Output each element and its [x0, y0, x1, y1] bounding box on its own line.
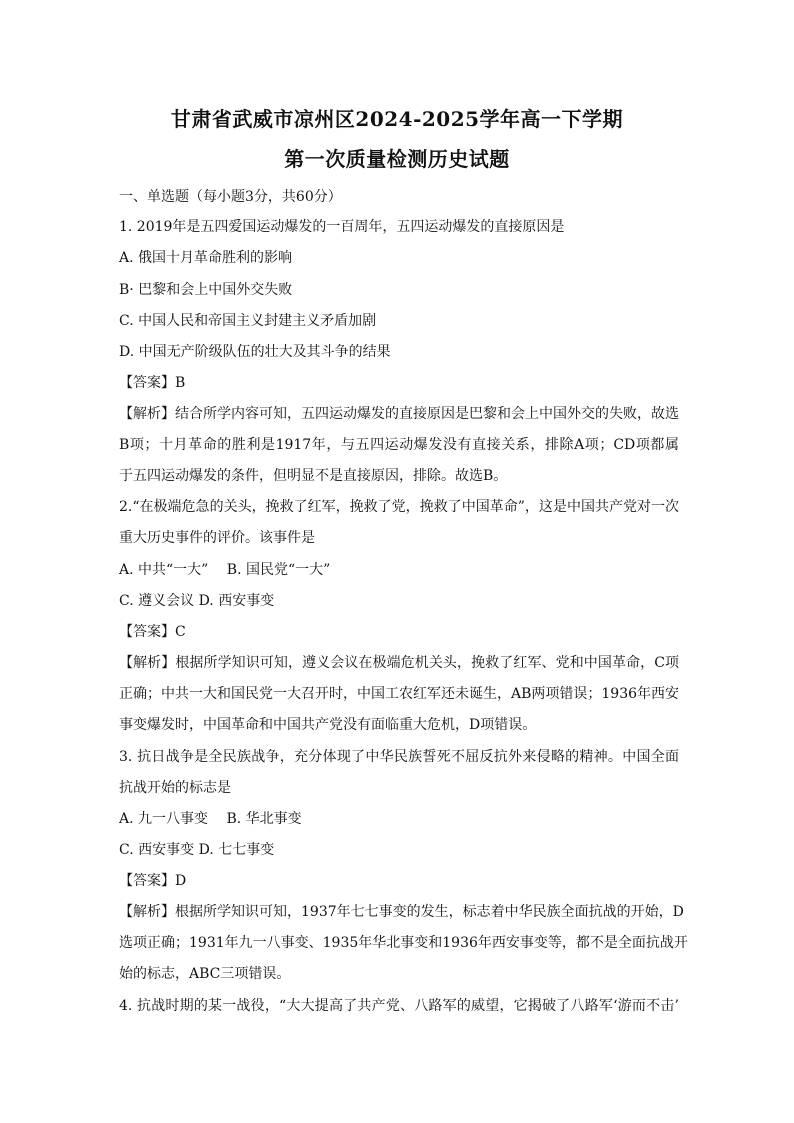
question-1-option-b: B· 巴黎和会上中国外交失败 [119, 282, 293, 298]
question-3-analysis-line: 始的标志，ABC三项错误。 [119, 966, 291, 982]
question-1-stem: 1. 2019年是五四爱国运动爆发的一百周年，五四运动爆发的直接原因是 [119, 219, 565, 235]
question-2-analysis-line: 事变爆发时，中国革命和中国共产党没有面临重大危机，D项错误。 [119, 717, 537, 733]
section-heading: 一、单选题（每小题3分，共60分） [119, 189, 342, 205]
question-3-analysis-line: 选项正确；1931年九一八事变、1935年华北事变和1936年西安事变等，都不是全面抗战开 [119, 935, 688, 951]
question-2-stem-line: 重大历史事件的评价。该事件是 [119, 530, 315, 546]
question-2-stem-line: 2.“在极端危急的关头，挽救了红军，挽救了党，挽救了中国革命”，这是中国共产党对一次 [119, 499, 679, 515]
question-1-answer: 【答案】B [119, 375, 186, 391]
question-2-options-ab: A. 中共“一大” B. 国民党“一大” [119, 562, 331, 578]
question-3-options-ab: A. 九一八事变 B. 华北事变 [119, 811, 302, 827]
question-3-analysis-line: 【解析】根据所学知识可知，1937年七七事变的发生，标志着中华民族全面抗战的开始，D [119, 904, 684, 920]
question-1-option-d: D. 中国无产阶级队伍的壮大及其斗争的结果 [119, 344, 391, 360]
question-2-analysis-line: 【解析】根据所学知识可知，遵义会议在极端危机关头，挽救了红军、党和中国革命，C项 [119, 655, 679, 671]
exam-title-line2: 第一次质量检测历史试题 [284, 147, 510, 171]
question-3-stem-line: 3. 抗日战争是全民族战争，充分体现了中华民族誓死不屈反抗外来侵略的精神。中国全面 [119, 749, 679, 765]
question-2-options-cd: C. 遵义会议 D. 西安事变 [119, 593, 275, 609]
question-3-stem-line: 抗战开始的标志是 [119, 780, 231, 796]
question-2-answer: 【答案】C [119, 624, 186, 640]
question-1-analysis-line: 【解析】结合所学内容可知，五四运动爆发的直接原因是巴黎和会上中国外交的失败，故选 [119, 406, 679, 422]
question-4-stem-line: 4. 抗战时期的某一战役，“大大提高了共产党、八路军的威望，它揭破了八路军‘游而不击’ [119, 998, 679, 1014]
question-2-analysis-line: 正确；中共一大和国民党一大召开时，中国工农红军还未诞生，AB两项错误；1936年西安 [119, 686, 680, 702]
question-1-analysis-line: B项；十月革命的胜利是1917年，与五四运动爆发没有直接关系，排除A项；CD项都属 [119, 437, 679, 453]
question-1-option-a: A. 俄国十月革命胜利的影响 [119, 250, 293, 266]
question-1-analysis-line: 于五四运动爆发的条件，但明显不是直接原因，排除。故选B。 [119, 468, 508, 484]
question-1-option-c: C. 中国人民和帝国主义封建主义矛盾加剧 [119, 313, 377, 329]
question-3-answer: 【答案】D [119, 873, 187, 889]
question-3-options-cd: C. 西安事变 D. 七七事变 [119, 842, 275, 858]
exam-title-line1: 甘肃省武威市凉州区2024-2025学年高一下学期 [170, 107, 624, 131]
